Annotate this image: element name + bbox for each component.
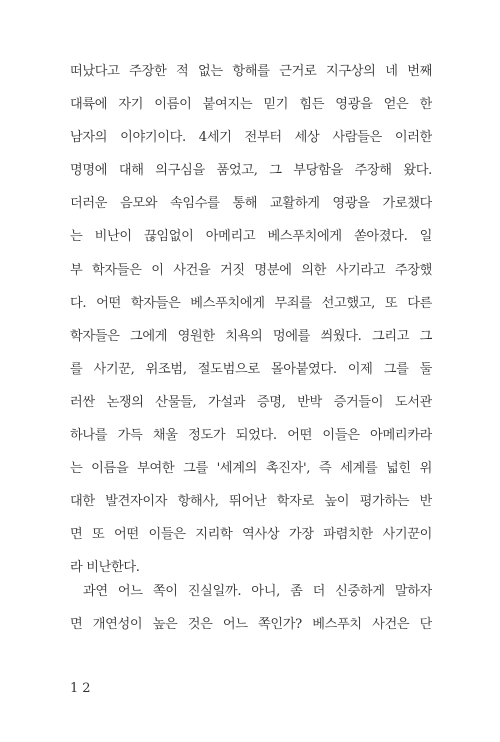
text-line: 학자들은 그에게 영원한 치욕의 멍에를 씌웠다. 그리고 그: [70, 328, 432, 344]
text-line: 대한 발견자이자 항해사, 뛰어난 학자로 높이 평가하는 반: [70, 494, 432, 510]
text-line: 남자의 이야기이다. 4세기 전부터 세상 사람들은 이러한: [70, 130, 432, 146]
paragraph-2: [70, 575, 432, 641]
text-line: 는 이름을 부여한 그를 '세계의 촉진자', 즉 세계를 넓힌 위: [70, 461, 432, 477]
text-line: 는 비난이 끊임없이 아메리고 베스푸치에게 쏟아졌다. 일: [70, 229, 432, 245]
text-line: 다. 어떤 학자들은 베스푸치에게 무죄를 선고했고, 또 다른: [70, 295, 432, 311]
text-line: 더러운 음모와 속임수를 통해 교활하게 영광을 가로챘다: [70, 196, 432, 212]
paragraph-1: [70, 55, 432, 585]
text-line: 부 학자들은 이 사건을 거짓 명분에 의한 사기라고 주장했: [70, 262, 432, 278]
text-line: 면 개연성이 높은 것은 어느 쪽인가? 베스푸치 사건은 단: [70, 617, 432, 633]
text-line: 라 비난한다.: [70, 560, 140, 576]
text-line: 하나를 가득 채울 정도가 되었다. 어떤 이들은 아메리카라: [70, 428, 432, 444]
text-line: 러싼 논쟁의 산물들, 가설과 증명, 반박 증거들이 도서관: [70, 394, 432, 410]
text-line: 면 또 어떤 이들은 지리학 역사상 가장 파렴치한 사기꾼이: [70, 527, 432, 543]
text-line: 명명에 대해 의구심을 품었고, 그 부당함을 주장해 왔다.: [70, 163, 432, 179]
text-line: 과연 어느 쪽이 진실일까. 아니, 좀 더 신중하게 말하자: [83, 584, 432, 599]
page-number: 12: [70, 681, 95, 696]
text-line: 떠났다고 주장한 적 없는 항해를 근거로 지구상의 네 번째: [70, 64, 432, 79]
text-line: 를 사기꾼, 위조범, 절도범으로 몰아붙였다. 이제 그를 둘: [70, 361, 432, 377]
text-line: 대륙에 자기 이름이 붙여지는 믿기 힘든 영광을 얻은 한: [70, 97, 432, 113]
